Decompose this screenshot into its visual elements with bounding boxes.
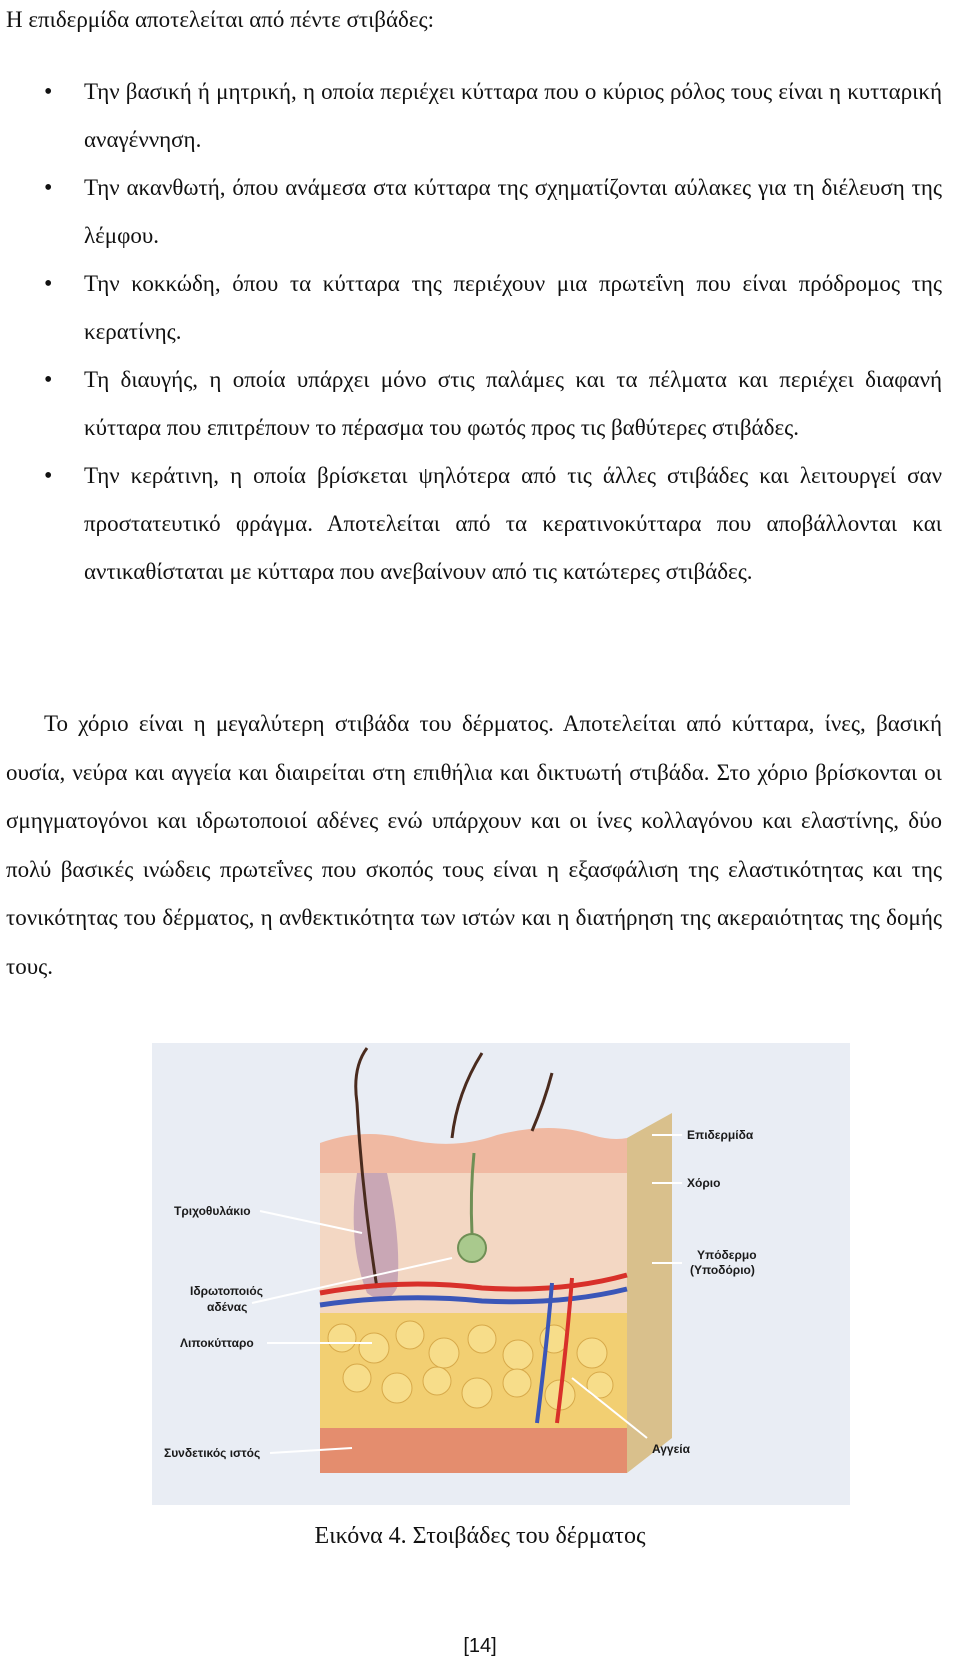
- skin-block-side: [627, 1113, 672, 1473]
- intro-line: Η επιδερμίδα αποτελείται από πέντε στιβάδες:: [6, 7, 435, 32]
- label-connective-tissue: Συνδετικός ιστός: [164, 1446, 261, 1460]
- figure-caption: Εικόνα 4. Στοιβάδες του δέρματος: [314, 1523, 646, 1549]
- label-sweat-gland: Ιδρωτοποιός: [190, 1284, 263, 1298]
- label-hypodermis: Υπόδερμο: [697, 1248, 757, 1262]
- sweat-gland: [458, 1234, 486, 1262]
- page-number: [14]: [463, 1635, 497, 1657]
- label-hypodermis-alt: (Υποδόριο): [690, 1263, 755, 1277]
- list-item-lucidum: • Τη διαυγής, η οποία υπάρχει μόνο στις παλάμες και τα πέλματα και περιέχει διαφανή κύτταρα που επιτρέπουν το πέρασμα του φωτός προς τις βαθύτερες στιβάδες.: [0, 356, 942, 452]
- label-vessels: Αγγεία: [652, 1442, 690, 1456]
- list-item-granular: • Την κοκκώδη, όπου τα κύτταρα της περιέχουν μια πρωτεΐνη που είναι πρόδρομος της κερατίνης.: [0, 260, 942, 356]
- label-dermis: Χόριο: [687, 1176, 721, 1190]
- label-follicle: Τριχοθυλάκιο: [174, 1204, 251, 1218]
- epidermis-layers-list: [0, 68, 942, 596]
- dermis-paragraph: Το χόριο είναι η μεγαλύτερη στιβάδα του δέρματος. Αποτελείται από κύτταρα, ίνες, βασική ουσία, νεύρα και αγγεία και διαιρείται στη επιθήλια και δικτυωτή στιβάδα. Στο χόριο βρίσκονται οι σμηγματογόνοι και ιδρωτοποιοί αδένες ενώ υπάρχουν και οι ίνες κολλαγόνου και ελαστίνης, δύο πολύ βασικές ινώδεις πρωτεΐνες που σκοπός τους είναι η εξασφάλιση της ελαστικότητας και της τονικότητας του δέρματος, η ανθεκτικότητα των ιστών και η διατήρηση της ακεραιότητας της δομής τους.: [6, 711, 942, 979]
- skin-layers-figure: [152, 1043, 850, 1505]
- label-sweat-gland-2: αδένας: [207, 1300, 248, 1314]
- connective-tissue-region: [320, 1428, 627, 1473]
- label-adipocyte: Λιποκύτταρο: [180, 1336, 254, 1350]
- list-item-basal: • Την βασική ή μητρική, η οποία περιέχει κύτταρα που ο κύριος ρόλος τους είναι η κυτταρική αναγέννηση.: [0, 68, 942, 164]
- list-item-spinous: • Την ακανθωτή, όπου ανάμεσα στα κύτταρα της σχηματίζονται αύλακες για τη διέλευση της λέμφου.: [0, 164, 942, 260]
- list-item-corneum: • Την κεράτινη, η οποία βρίσκεται ψηλότερα από τις άλλες στιβάδες και λειτουργεί σαν προστατευτικό φράγμα. Αποτελείται από τα κερατινοκύτταρα που αποβάλλονται και αντικαθίσταται με κύτταρα που ανεβαίνουν από τις κατώτερες στιβάδες.: [0, 452, 942, 596]
- skin-diagram: [152, 1043, 850, 1505]
- label-epidermis: Επιδερμίδα: [687, 1128, 754, 1142]
